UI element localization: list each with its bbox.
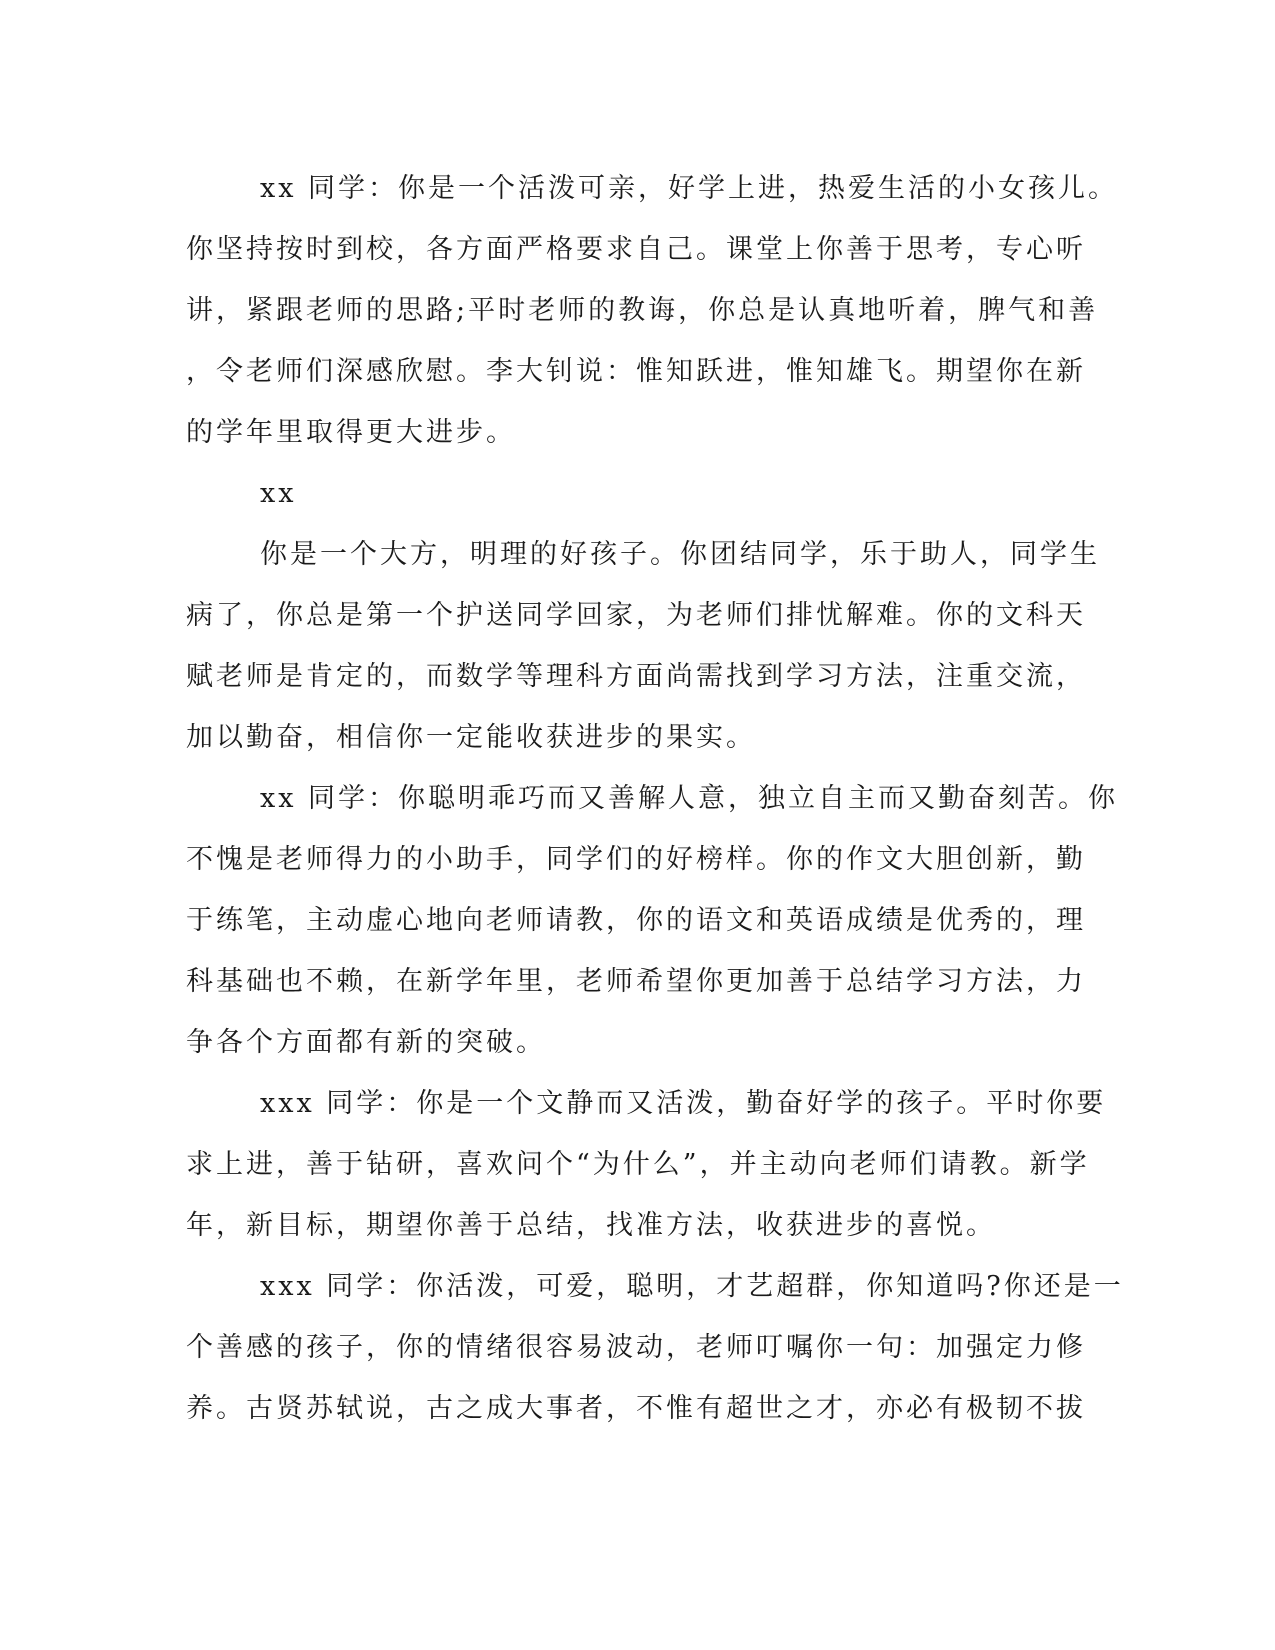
text-line: ，令老师们深感欣慰。李大钊说：惟知跃进，惟知雄飞。期望你在新 bbox=[186, 356, 1086, 387]
text-line: 养。古贤苏轼说，古之成大事者，不惟有超世之才，亦必有极韧不拔 bbox=[186, 1393, 1086, 1424]
text-line: xx 同学：你聪明乖巧而又善解人意，独立自主而又勤奋刻苦。你 bbox=[260, 783, 1119, 814]
text-line: xxx 同学：你活泼，可爱，聪明，才艺超群，你知道吗?你还是一 bbox=[260, 1271, 1124, 1302]
text-line: 赋老师是肯定的，而数学等理科方面尚需找到学习方法，注重交流， bbox=[186, 661, 1086, 692]
text-line: 的学年里取得更大进步。 bbox=[186, 417, 516, 448]
text-line: 讲，紧跟老师的思路;平时老师的教诲，你总是认真地听着，脾气和善 bbox=[186, 295, 1099, 326]
text-line: 求上进，善于钻研，喜欢问个“为什么”，并主动向老师们请教。新学 bbox=[186, 1149, 1090, 1180]
text-line: 个善感的孩子，你的情绪很容易波动，老师叮嘱你一句：加强定力修 bbox=[186, 1332, 1086, 1363]
text-line: 科基础也不赖，在新学年里，老师希望你更加善于总结学习方法，力 bbox=[186, 966, 1086, 997]
text-line: xx bbox=[260, 478, 297, 509]
text-line: 病了，你总是第一个护送同学回家，为老师们排忧解难。你的文科天 bbox=[186, 600, 1086, 631]
text-line: 不愧是老师得力的小助手，同学们的好榜样。你的作文大胆创新，勤 bbox=[186, 844, 1086, 875]
text-line: 于练笔，主动虚心地向老师请教，你的语文和英语成绩是优秀的，理 bbox=[186, 905, 1086, 936]
text-line: 加以勤奋，相信你一定能收获进步的果实。 bbox=[186, 722, 756, 753]
text-line: xxx 同学：你是一个文静而又活泼，勤奋好学的孩子。平时你要 bbox=[260, 1088, 1107, 1119]
text-line: 你坚持按时到校，各方面严格要求自己。课堂上你善于思考，专心听 bbox=[186, 234, 1086, 265]
document-body bbox=[186, 158, 1124, 1439]
text-line: 年，新目标，期望你善于总结，找准方法，收获进步的喜悦。 bbox=[186, 1210, 996, 1241]
text-line: xx 同学：你是一个活泼可亲，好学上进，热爱生活的小女孩儿。 bbox=[260, 173, 1119, 204]
text-line: 争各个方面都有新的突破。 bbox=[186, 1027, 546, 1058]
text-line: 你是一个大方，明理的好孩子。你团结同学，乐于助人，同学生 bbox=[260, 539, 1100, 570]
